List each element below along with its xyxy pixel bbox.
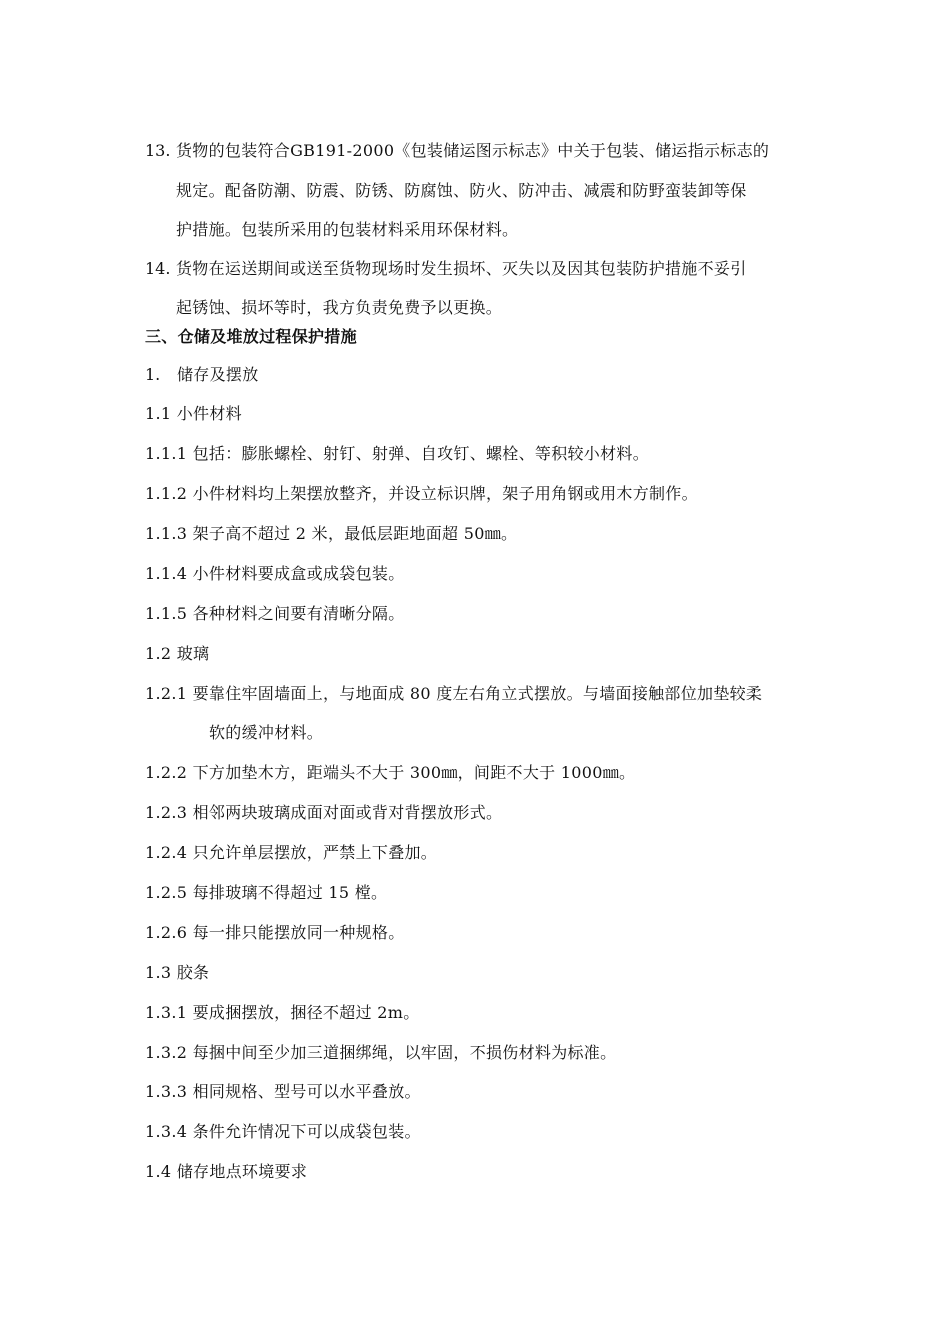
item-14-number: 14.	[145, 259, 171, 278]
section-1-1-3: 1.1.3 架子高不超过 2 米，最低层距地面超 50㎜。	[145, 524, 518, 543]
section-1-1-2: 1.1.2 小件材料均上架摆放整齐，并设立标识牌，架子用角钢或用木方制作。	[145, 484, 698, 503]
section-1-2-1-line-2: 软的缓冲材料。	[209, 723, 324, 742]
section-1-3-2: 1.3.2 每捆中间至少加三道捆绑绳，以牢固，不损伤材料为标准。	[145, 1043, 617, 1062]
section-1-2-4: 1.2.4 只允许单层摆放，严禁上下叠加。	[145, 843, 438, 862]
item-14-line-1: 货物在运送期间或送至货物现场时发生损坏、灭失以及因其包装防护措施不妥引	[176, 259, 747, 278]
section-1-2-title: 1.2 玻璃	[145, 644, 210, 663]
section-1-3-3: 1.3.3 相同规格、型号可以水平叠放。	[145, 1082, 421, 1101]
section-1-3-title: 1.3 胶条	[145, 963, 210, 982]
section-1-1-5: 1.1.5 各种材料之间要有清晰分隔。	[145, 604, 405, 623]
item-14-line-2: 起锈蚀、损坏等时，我方负责免费予以更换。	[176, 298, 503, 317]
item-13-line-1: 货物的包装符合GB191-2000《包装储运图示标志》中关于包装、储运指示标志的	[176, 141, 770, 160]
item-13-number: 13.	[145, 141, 171, 160]
section-1-3-1: 1.3.1 要成捆摆放，捆径不超过 2m。	[145, 1003, 420, 1022]
section-1-2-1-line-1: 1.2.1 要靠住牢固墙面上，与地面成 80 度左右角立式摆放。与墙面接触部位加垫较柔	[145, 684, 763, 703]
section-1-number: 1.	[145, 365, 161, 384]
section-1-2-3: 1.2.3 相邻两块玻璃成面对面或背对背摆放形式。	[145, 803, 503, 822]
section-1-1-title: 1.1 小件材料	[145, 404, 242, 423]
section-1-1-4: 1.1.4 小件材料要成盒或成袋包装。	[145, 564, 405, 583]
item-13-line-2: 规定。配备防潮、防震、防锈、防腐蚀、防火、防冲击、减震和防野蛮装卸等保	[176, 181, 747, 200]
section-1-2-6: 1.2.6 每一排只能摆放同一种规格。	[145, 923, 405, 942]
section-1-label: 储存及摆放	[177, 365, 259, 384]
section-1-4-title: 1.4 储存地点环境要求	[145, 1162, 308, 1181]
item-13-line-3: 护措施。包装所采用的包装材料采用环保材料。	[176, 220, 519, 239]
section-1-3-4: 1.3.4 条件允许情况下可以成袋包装。	[145, 1122, 421, 1141]
section-1-1-1: 1.1.1 包括：膨胀螺栓、射钉、射弹、自攻钉、螺栓、等积较小材料。	[145, 444, 649, 463]
section-3-heading: 三、仓储及堆放过程保护措施	[145, 327, 357, 346]
section-1-2-2: 1.2.2 下方加垫木方，距端头不大于 300㎜，间距不大于 1000㎜。	[145, 763, 636, 782]
section-1-2-5: 1.2.5 每排玻璃不得超过 15 樘。	[145, 883, 388, 902]
